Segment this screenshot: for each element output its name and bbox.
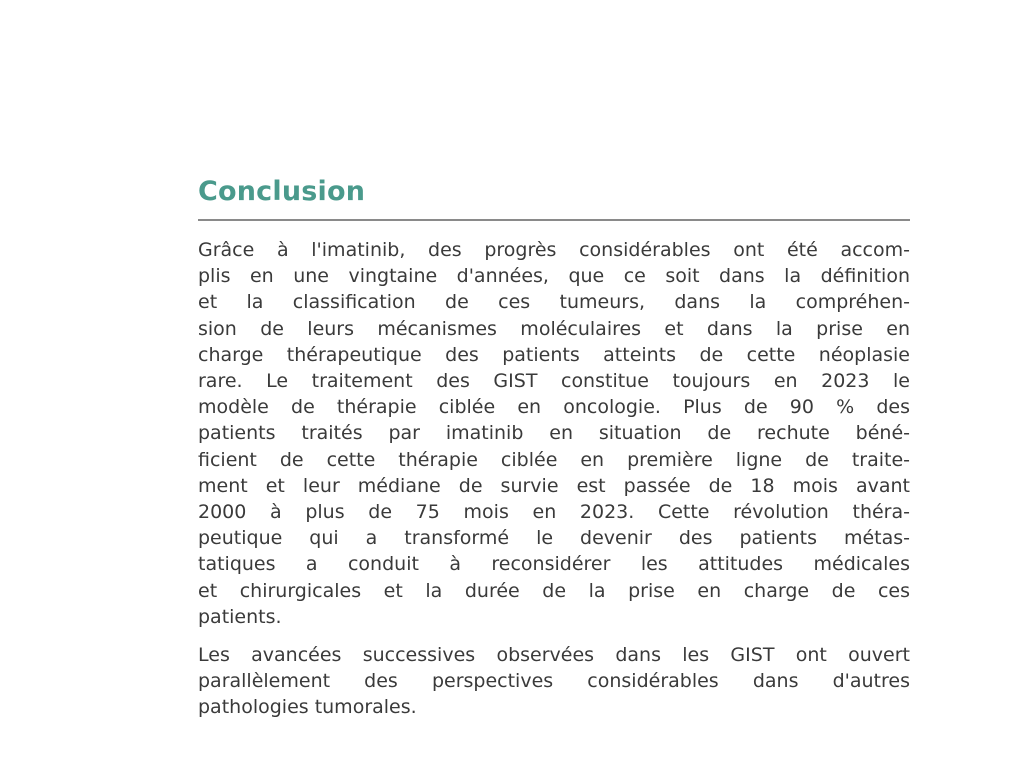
text-line: tatiques a conduit à reconsidérer les attitudes médicales: [198, 553, 910, 576]
text-line: patients.: [198, 605, 282, 628]
paragraph-1: [198, 237, 910, 630]
paragraph-2: [198, 642, 910, 721]
text-line: pathologies tumorales.: [198, 696, 417, 719]
text-line: sion de leurs mécanismes moléculaires et dans la prise en: [198, 317, 910, 340]
text-line: ficient de cette thérapie ciblée en première ligne de traite-: [198, 448, 910, 471]
text-line: et la classification de ces tumeurs, dans la compréhen-: [198, 291, 910, 314]
text-line: modèle de thérapie ciblée en oncologie. Plus de 90 % des: [198, 396, 910, 419]
conclusion-section: [198, 172, 910, 721]
text-line: patients traités par imatinib en situation de rechute béné-: [198, 422, 910, 445]
text-line: Les avancées successives observées dans les GIST ont ouvert: [198, 644, 910, 667]
text-line: et chirurgicales et la durée de la prise en charge de ces: [198, 579, 910, 602]
title-divider: [198, 219, 910, 221]
text-line: charge thérapeutique des patients atteints de cette néoplasie: [198, 343, 910, 366]
text-line: plis en une vingtaine d'années, que ce soit dans la définition: [198, 265, 910, 288]
text-line: ment et leur médiane de survie est passée de 18 mois avant: [198, 474, 910, 497]
text-line: 2000 à plus de 75 mois en 2023. Cette révolution théra-: [198, 501, 910, 524]
text-line: rare. Le traitement des GIST constitue toujours en 2023 le: [198, 370, 910, 393]
text-line: peutique qui a transformé le devenir des patients métas-: [198, 527, 910, 550]
text-line: Grâce à l'imatinib, des progrès considérables ont été accom-: [198, 239, 910, 261]
section-title: Conclusion: [198, 176, 366, 207]
text-line: parallèlement des perspectives considérables dans d'autres: [198, 670, 910, 693]
